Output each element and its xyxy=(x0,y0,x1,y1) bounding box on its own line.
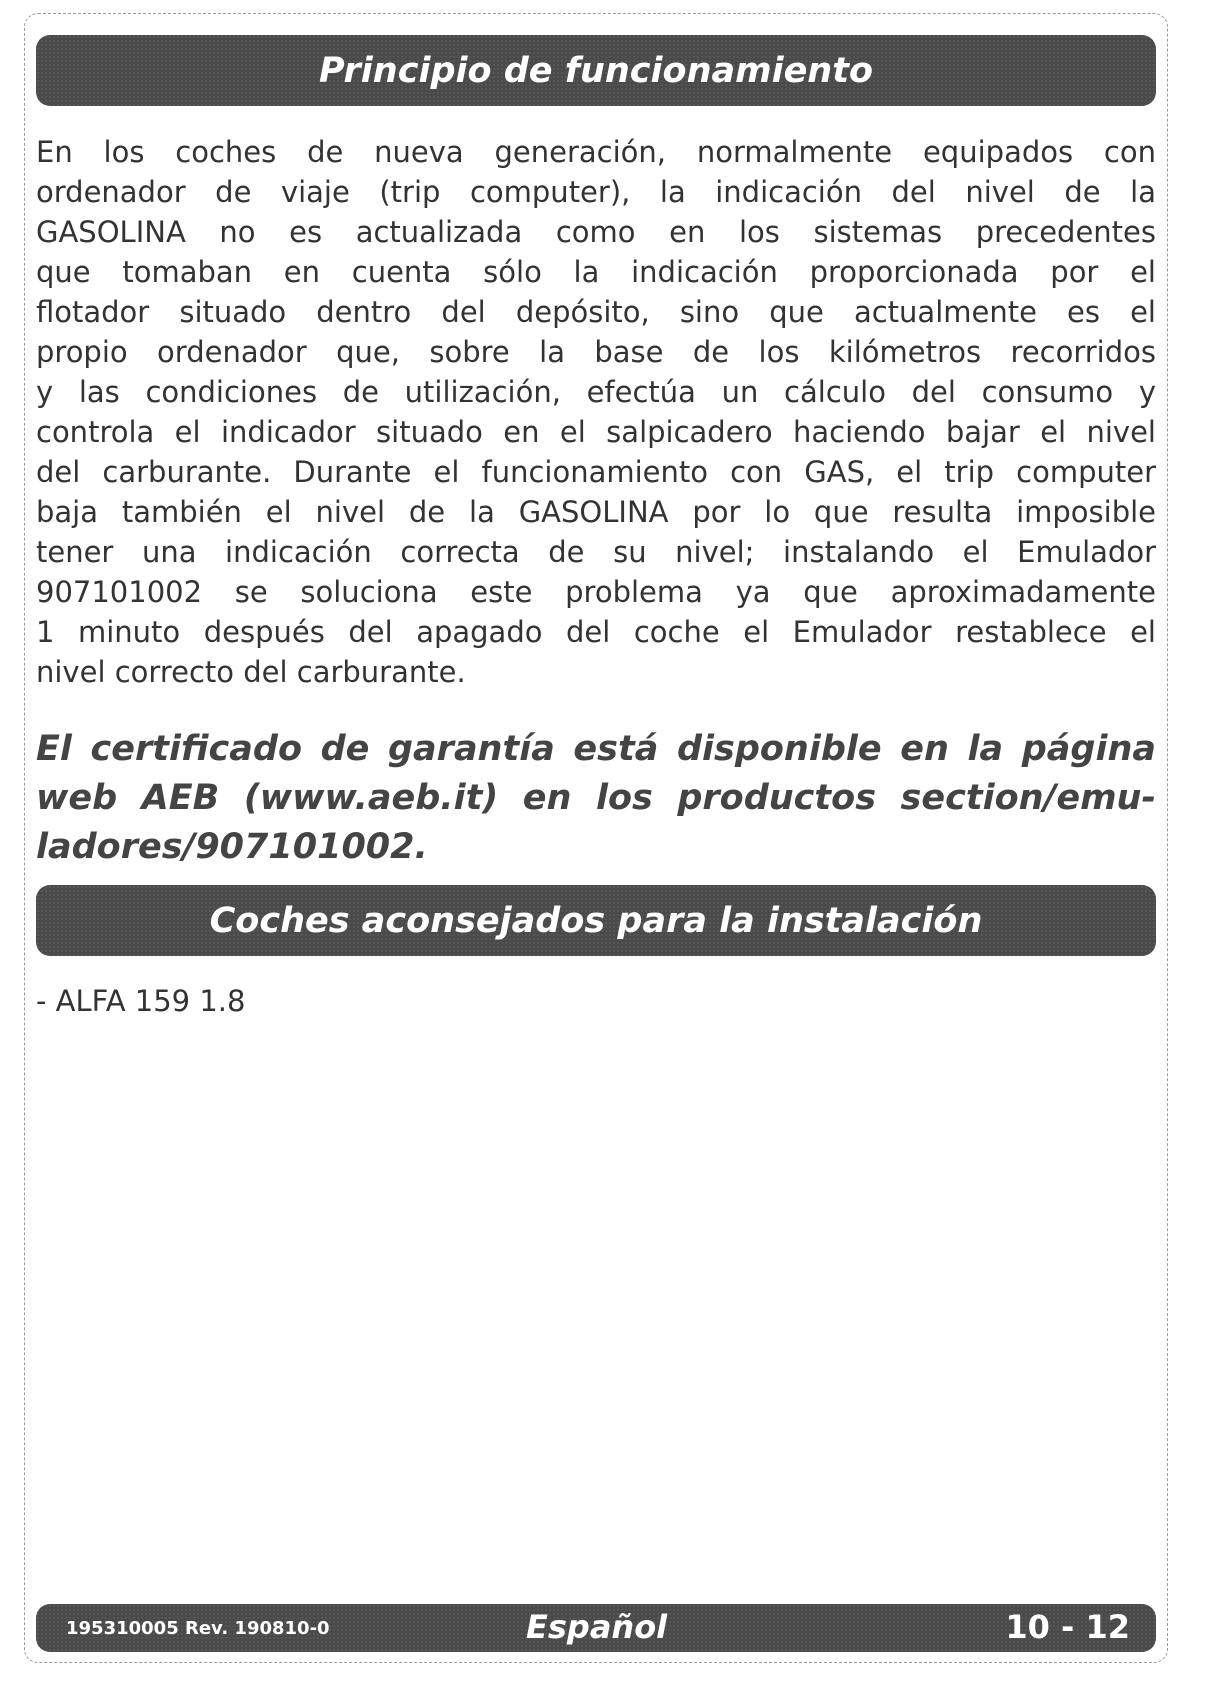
page-number: 10 - 12 xyxy=(1005,1608,1130,1646)
car-list-item: - ALFA 159 1.8 xyxy=(36,984,246,1018)
section-header-coches xyxy=(36,885,1156,956)
text-line: del carburante. Durante el funcionamiento con GAS, el trip computer xyxy=(36,455,1156,489)
body-paragraph xyxy=(36,132,1156,692)
text-line: 907101002 se soluciona este problema ya que aproximadamente xyxy=(36,575,1156,609)
text-line: que tomaban en cuenta sólo la indicación proporcionada por el xyxy=(36,255,1156,289)
section-header-principio xyxy=(36,35,1156,106)
text-line: controla el indicador situado en el salpicadero haciendo bajar el nivel xyxy=(36,415,1156,449)
document-code: 195310005 Rev. 190810-0 xyxy=(66,1618,330,1639)
section-title: Principio de funcionamiento xyxy=(318,50,874,91)
page-footer xyxy=(36,1604,1156,1652)
footer-language: Español xyxy=(526,1608,668,1646)
text-line: 1 minuto después del apagado del coche el Emulador restablece el xyxy=(36,615,1156,649)
note-line: web AEB (www.aeb.it) en los productos section/emu- xyxy=(36,778,1156,818)
text-line: tener una indicación correcta de su nivel; instalando el Emulador xyxy=(36,535,1156,569)
text-line: y las condiciones de utilización, efectúa un cálculo del consumo y xyxy=(36,375,1156,409)
warranty-note xyxy=(36,725,1156,872)
section-title: Coches aconsejados para la instalación xyxy=(209,900,983,941)
text-line: ordenador de viaje (trip computer), la indicación del nivel de la xyxy=(36,175,1156,209)
note-line: ladores/907101002. xyxy=(36,827,428,867)
text-line: flotador situado dentro del depósito, sino que actualmente es el xyxy=(36,295,1156,329)
text-line: propio ordenador que, sobre la base de los kilómetros recorridos xyxy=(36,335,1156,369)
text-line: nivel correcto del carburante. xyxy=(36,655,466,689)
note-line: El certificado de garantía está disponible en la página xyxy=(36,729,1156,769)
text-line: GASOLINA no es actualizada como en los sistemas precedentes xyxy=(36,215,1156,249)
text-line: En los coches de nueva generación, normalmente equipados con xyxy=(36,135,1156,169)
text-line: baja también el nivel de la GASOLINA por lo que resulta imposible xyxy=(36,495,1156,529)
